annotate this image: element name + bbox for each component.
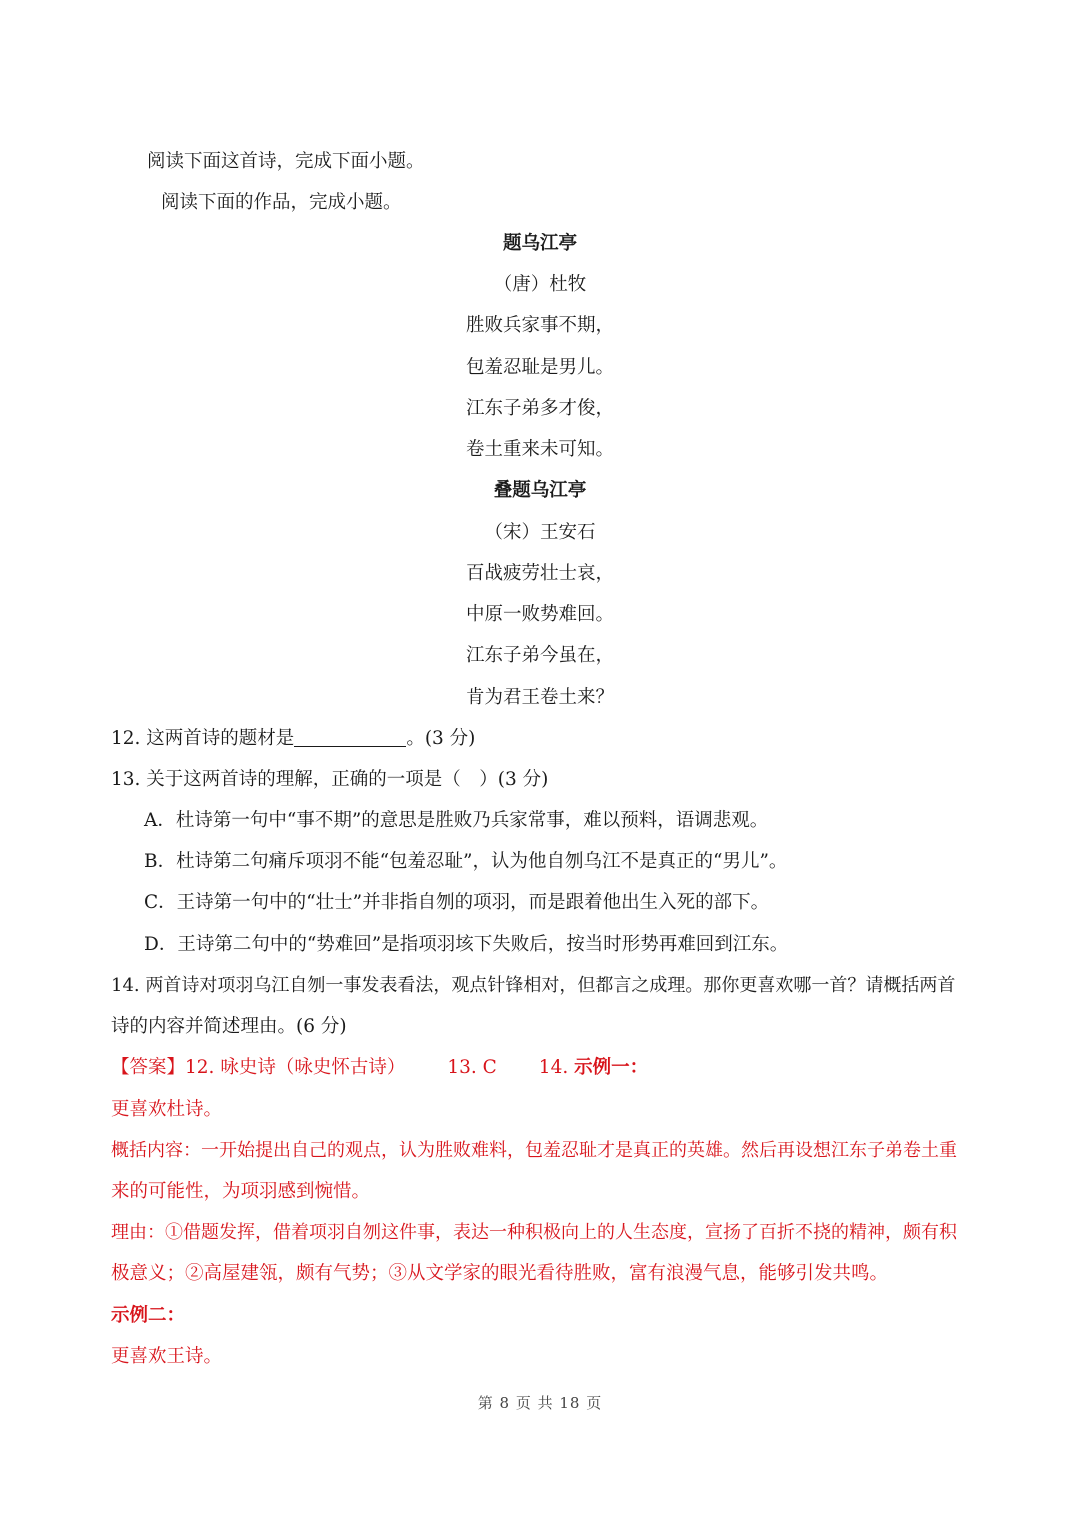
answer-line: 更喜欢杜诗。 xyxy=(111,1099,223,1120)
answer-line: 示例二： xyxy=(111,1305,186,1326)
option-a: A．杜诗第一句中“事不期”的意思是胜败乃兵家常事，难以预料，语调悲观。 xyxy=(144,810,769,831)
poem1-author: （唐）杜牧 xyxy=(493,274,587,295)
answer-line: 概括内容：一开始提出自己的观点，认为胜败难料，包羞忍耻才是真正的英雄。然后再设想江东子弟卷土重 xyxy=(111,1140,957,1161)
question-14-line-1: 14. 两首诗对项羽乌江自刎一事发表看法，观点针锋相对，但都言之成理。那你更喜欢哪一首？请概括两首 xyxy=(111,975,956,996)
poem1-line: 包羞忍耻是男儿。 xyxy=(465,357,614,378)
poem1-line: 江东子弟多才俊， xyxy=(465,398,614,419)
poem2-line: 中原一败势难回。 xyxy=(465,604,614,625)
poem2-author: （宋）王安石 xyxy=(484,522,596,543)
answer-12: 12. 咏史诗（咏史怀古诗） xyxy=(185,1057,406,1078)
intro-line-1: 阅读下面这首诗，完成下面小题。 xyxy=(147,151,425,172)
intro-line-2: 阅读下面的作品，完成小题。 xyxy=(161,192,402,213)
poem1-line: 胜败兵家事不期， xyxy=(465,315,614,336)
poem1-title: 题乌江亭 xyxy=(502,233,577,254)
option-d: D．王诗第二句中的“势难回”是指项羽垓下失败后，按当时形势再难回到江东。 xyxy=(144,934,789,955)
poem2-line: 肯为君王卷土来？ xyxy=(465,687,614,708)
answer-14-num: 14. xyxy=(538,1057,569,1078)
question-12 xyxy=(111,727,475,751)
answer-tag: 【答案】 xyxy=(111,1057,186,1078)
poem2-line: 江东子弟今虽在， xyxy=(465,645,614,666)
poem1-line: 卷土重来未可知。 xyxy=(465,439,614,460)
question-14-line-2: 诗的内容并简述理由。(6 分) xyxy=(111,1016,347,1037)
question-13: 13. 关于这两首诗的理解，正确的一项是（ ）(3 分) xyxy=(111,769,549,790)
answer-13: 13. C xyxy=(447,1057,497,1078)
answer-line: 极意义；②高屋建瓴，颇有气势；③从文学家的眼光看待胜败，富有浪漫气息，能够引发共鸣。 xyxy=(111,1263,889,1284)
answer-line: 更喜欢王诗。 xyxy=(111,1346,223,1367)
option-b: B．杜诗第二句痛斥项羽不能“包羞忍耻”，认为他自刎乌江不是真正的“男儿”。 xyxy=(144,851,788,872)
answer-14-label: 示例一： xyxy=(574,1057,649,1078)
answer-line: 来的可能性，为项羽感到惋惜。 xyxy=(111,1181,371,1202)
answer-blank xyxy=(294,728,406,747)
option-c: C．王诗第一句中的“壮士”并非指自刎的项羽，而是跟着他出生入死的部下。 xyxy=(144,892,770,913)
question-12-prefix: 12. 这两首诗的题材是 xyxy=(111,728,295,749)
poem2-title: 叠题乌江亭 xyxy=(493,480,587,501)
answer-header xyxy=(111,1056,648,1080)
poem2-line: 百战疲劳壮士哀， xyxy=(465,563,614,584)
answer-line: 理由：①借题发挥，借着项羽自刎这件事，表达一种积极向上的人生态度，宣扬了百折不挠的精神，颇有积 xyxy=(111,1222,957,1243)
page-footer: 第 8 页 共 18 页 xyxy=(477,1394,603,1412)
question-12-suffix: 。(3 分) xyxy=(406,728,476,749)
